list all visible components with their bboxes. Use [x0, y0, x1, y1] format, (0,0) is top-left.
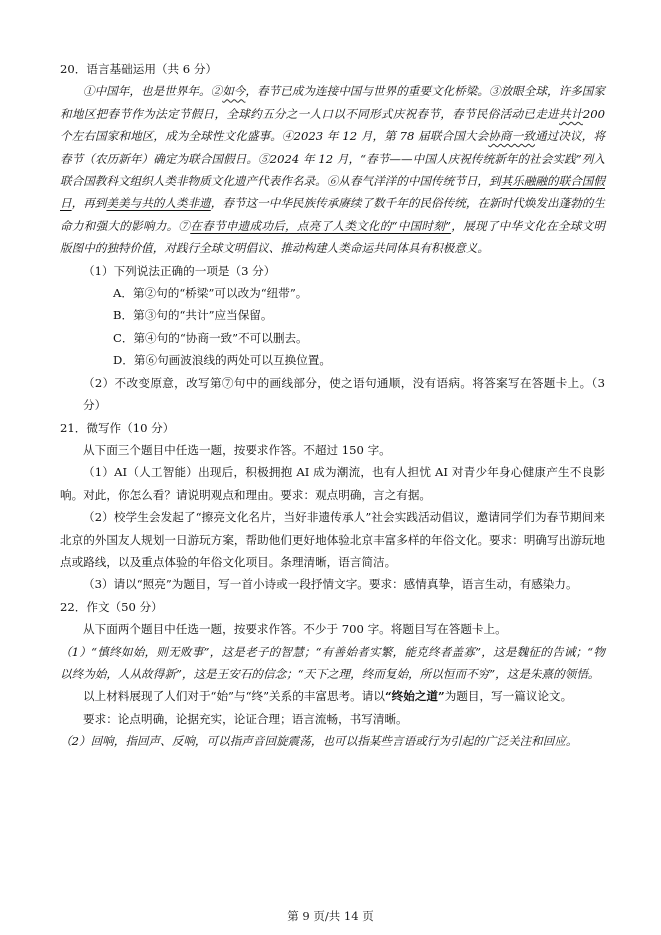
q20-option-c: C．第④句的“协商一致”不可以删去。	[113, 330, 308, 345]
passage-s7b: ，展现了中华文化在全球文明版图中的独特价值，对践行全球文明倡议、推动构建人类命运共同体具有积极意义。	[60, 218, 605, 256]
passage-s1: ①中国年，也是世界年。②	[83, 84, 223, 99]
q21-item-2: （2）校学生会发起了“擦亮文化名片，当好非遗传承人”社会实践活动倡议，邀请同学们为春节期间来北京的外国友人规划一日游玩方案，帮助他们更好地体验北京丰富多样的年俗文化。要求：明确写出游玩地点或路线，以及重点体验的年俗文化项目。条理清晰，语言简洁。	[60, 510, 605, 569]
q22-item-2: （2）回响，指回声、反响，可以指声音回旋震荡，也可以指某些言语或行为引起的广泛关注和回应。	[60, 734, 578, 749]
page-footer: 第 9 页/共 14 页	[287, 909, 374, 923]
q20-sub2: （2）不改变原意，改写第⑦句中的画线部分，使之语句通顺，没有语病。将答案写在答题卡上。（3 分）	[83, 375, 605, 413]
q21-item-3: （3）请以“照亮”为题目，写一首小诗或一段抒情文字。要求：感情真挚，语言生动，有感染力。	[83, 577, 578, 592]
q22-task-title: “终始之道”	[384, 689, 445, 704]
page-content	[60, 58, 605, 753]
q22-item-1-quotes: （1）“慎终如始，则无败事”，这是老子的智慧；“有善始者实繁，能克终者盖寡”，这是魏征的告诫；“物以终为始，人从故得新”，这是王安石的信念；“天下之理，终而复始，所以恒而不穷”，这是朱熹的领悟。	[60, 644, 605, 681]
passage-s7-underlined: 在春节申遗成功后，点亮了人类文化的“中国时刻”	[190, 218, 452, 233]
q21-intro: 从下面三个题目中任选一题，按要求作答。不超过 150 字。	[83, 442, 391, 457]
passage-s6-wave2: 美美与共的人类非遗	[106, 196, 211, 211]
q20-option-d: D．第⑥句画波浪线的两处可以互换位置。	[113, 353, 331, 368]
q21-title: 21．微写作（10 分）	[60, 420, 175, 435]
q22-item-1-task	[60, 685, 605, 707]
q20-sub1: （1）下列说法正确的一项是（3 分）	[83, 263, 276, 278]
q22-task-c: 为题目，写一篇议论文。	[444, 689, 573, 704]
q20-option-a: A．第②句的“桥梁”可以改为“纽带”。	[113, 286, 308, 301]
q22-intro: 从下面两个题目中任选一题，按要求作答。不少于 700 字。将题目写在答题卡上。	[83, 622, 507, 637]
passage-s2-gongji: 共计	[559, 106, 583, 121]
q20-title: 20．语言基础运用（共 6 分）	[60, 62, 218, 76]
passage-s6-wave1: 其乐融融的联合国假日	[60, 174, 605, 211]
q22-task-a: 以上材料展现了人们对于“始”与“终”关系的丰富思考。请以	[83, 689, 385, 704]
q20-passage	[60, 80, 605, 259]
q22-item-1-req: 要求：论点明确，论据充实，论证合理；语言流畅，书写清晰。	[83, 711, 408, 726]
passage-s2-rujin: 如今	[222, 84, 246, 99]
q22-title: 22．作文（50 分）	[60, 599, 163, 614]
passage-s2: ，春节已成为连接中国与世界的重要文化桥梁。③放眼全球，许多国家和地区把春节作为法定节假日，全球约五分之一人口以不同形式庆祝春节，春节民俗活动已走进	[60, 84, 605, 121]
passage-s3-xieshang: 协商一致	[488, 129, 535, 144]
q21-item-1: （1）AI（人工智能）出现后，积极拥抱 AI 成为潮流，也有人担忧 AI 对青少年身心健康产生不良影响。对此，你怎么看？请说明观点和理由。要求：观点明确，言之有据。	[60, 465, 605, 502]
passage-s3: 200 个左右国家和地区，成为全球性文化盛事。④2023 年 12 月，第 78 届联合国大会	[60, 106, 605, 144]
q20-option-b: B．第③句的“共计”应当保留。	[113, 308, 273, 323]
passage-s6b: ，再到	[71, 196, 107, 211]
passage-s3c: 通过决议，将春节（农历新年）确定为联合国假日。⑤2024 年 12 月，“春节——中国人庆祝传统新年的社会实践”列入联合国教科文组织人类非物质文化遗产代表作名录。⑥从春气洋洋的中国传统节日，到	[60, 129, 605, 189]
passage-s6d: ，春节这一中华民族传承赓续了数千年的民俗传统，在新时代焕发出蓬勃的生命力和强大的影响力。⑦	[60, 196, 605, 233]
